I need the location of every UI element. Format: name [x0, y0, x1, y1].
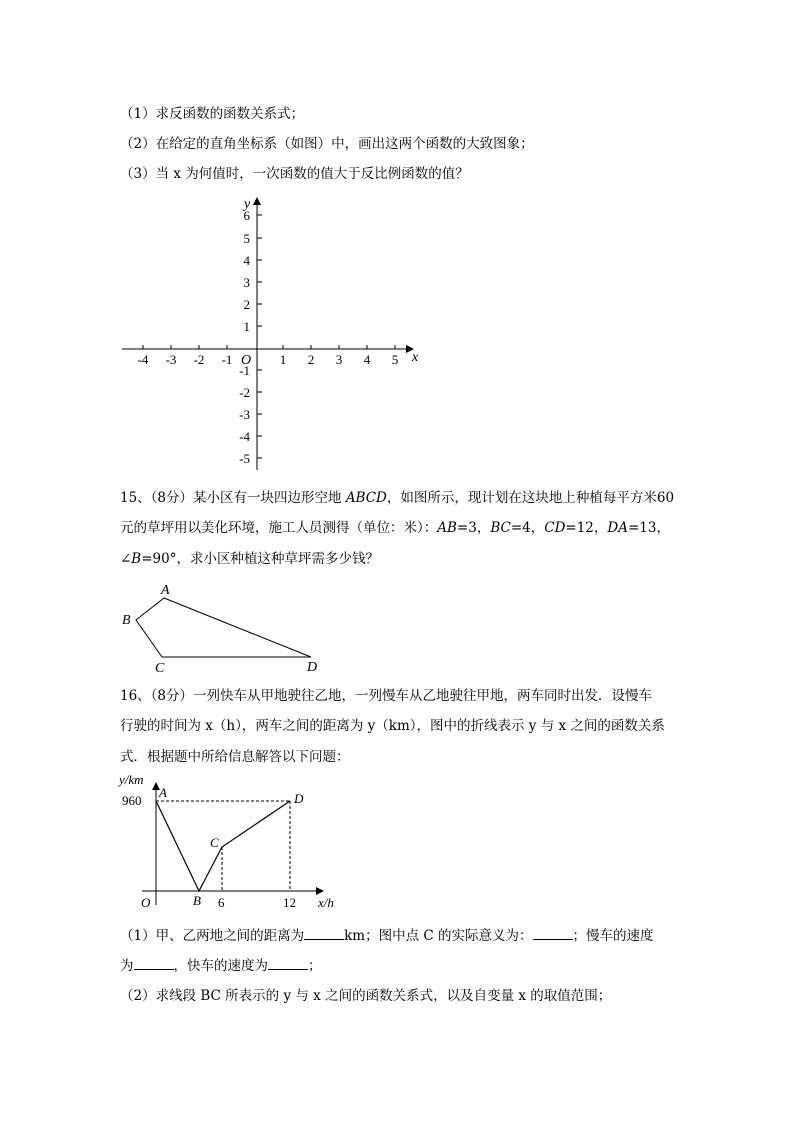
- vertex-b-label: B: [122, 613, 131, 628]
- y-tick-label: 4: [243, 253, 250, 268]
- abcd-label: ABCD: [345, 490, 387, 506]
- q16-y-axis-label: y/km: [119, 772, 144, 787]
- x-tick-label: 2: [307, 352, 315, 367]
- q16-x-tick-12: 12: [283, 895, 296, 910]
- q16-line1: 16、（8分）一列快车从甲地驶往乙地，一列慢车从乙地驶往甲地，两车同时出发．设慢车: [120, 688, 653, 704]
- q16-line3: 式．根据题中所给信息解答以下问题：: [120, 749, 350, 765]
- vertex-c-label: C: [155, 661, 165, 676]
- q16-sub1-line2: 为 ，快车的速度为 ；: [120, 955, 322, 976]
- q16-point-c-label: C: [210, 835, 219, 850]
- y-axis-arrow: [253, 197, 261, 205]
- q16-point-a-label: A: [159, 785, 167, 800]
- y-tick-label: -2: [239, 385, 250, 400]
- vertex-d-label: D: [307, 660, 318, 675]
- q16-x-axis-arrow: [316, 887, 324, 895]
- x-tick-label: -1: [221, 352, 233, 367]
- q14-sub3: （3）当 x 为何值时，一次函数的值大于反比例函数的值？: [120, 166, 469, 182]
- q15-line2: 元的草坪用以美化环境，施工人员测得（单位：米）：AB=3，BC=4，CD=12，DA=13，: [120, 520, 670, 536]
- q16-sub2: （2）求线段 BC 所表示的 y 与 x 之间的函数关系式，以及自变量 x 的取值范围；: [120, 988, 612, 1004]
- q16-y-tick-960: 960: [122, 793, 142, 808]
- q16-origin-label: O: [141, 895, 151, 910]
- y-tick-label: 1: [243, 319, 250, 334]
- q16-sub1-line1: （1）甲、乙两地之间的距离为 km；图中点 C 的实际意义为： ；慢车的速度: [120, 925, 654, 946]
- x-tick-label: -2: [193, 352, 205, 367]
- x-tick-label: 5: [391, 352, 399, 367]
- q16-point-b-label: B: [193, 893, 201, 908]
- q14-sub1: （1）求反函数的函数关系式；: [120, 106, 305, 122]
- origin-label: O: [241, 353, 252, 368]
- distance-polyline: [156, 801, 290, 891]
- q16-line2: 行驶的时间为 x（h），两车之间的距离为 y（km），图中的折线表示 y 与 x 之间的函数关系: [120, 718, 665, 734]
- y-tick-label: 5: [243, 231, 250, 246]
- x-tick-label: -4: [137, 352, 149, 367]
- x-tick-label: -3: [165, 352, 177, 367]
- answer-blank[interactable]: [304, 925, 344, 940]
- q15-line3: ∠B=90°，求小区种植这种草坪需多少钱？: [120, 551, 379, 567]
- q16-point-d-label: D: [294, 791, 304, 806]
- answer-blank[interactable]: [268, 955, 308, 970]
- y-tick-label: -3: [239, 407, 250, 422]
- q15-line1: 15、（8分）某小区有一块四边形空地 ABCD，如图所示，现计划在这块地上种植每平方米60: [120, 490, 675, 506]
- x-tick-label: 3: [335, 352, 343, 367]
- y-tick-label: 3: [243, 275, 250, 290]
- y-axis-label: y: [244, 197, 251, 212]
- y-tick-label: -5: [239, 451, 250, 466]
- q16-x-axis-label: x/h: [318, 895, 334, 910]
- answer-blank[interactable]: [533, 925, 573, 940]
- q14-sub2: （2）在给定的直角坐标系（如图）中，画出这两个函数的大致图象；: [120, 136, 534, 152]
- quadrilateral-abcd: [136, 598, 311, 657]
- x-axis-label: x: [412, 350, 419, 365]
- x-tick-label: 4: [363, 352, 371, 367]
- y-tick-label: 2: [243, 297, 250, 312]
- y-tick-label: -1: [239, 363, 250, 378]
- q16-x-tick-6: 6: [218, 895, 225, 910]
- x-tick-label: 1: [279, 352, 287, 367]
- y-tick-label: 6: [243, 208, 250, 223]
- y-tick-label: -4: [239, 429, 250, 444]
- answer-blank[interactable]: [134, 955, 174, 970]
- vertex-a-label: A: [161, 583, 170, 598]
